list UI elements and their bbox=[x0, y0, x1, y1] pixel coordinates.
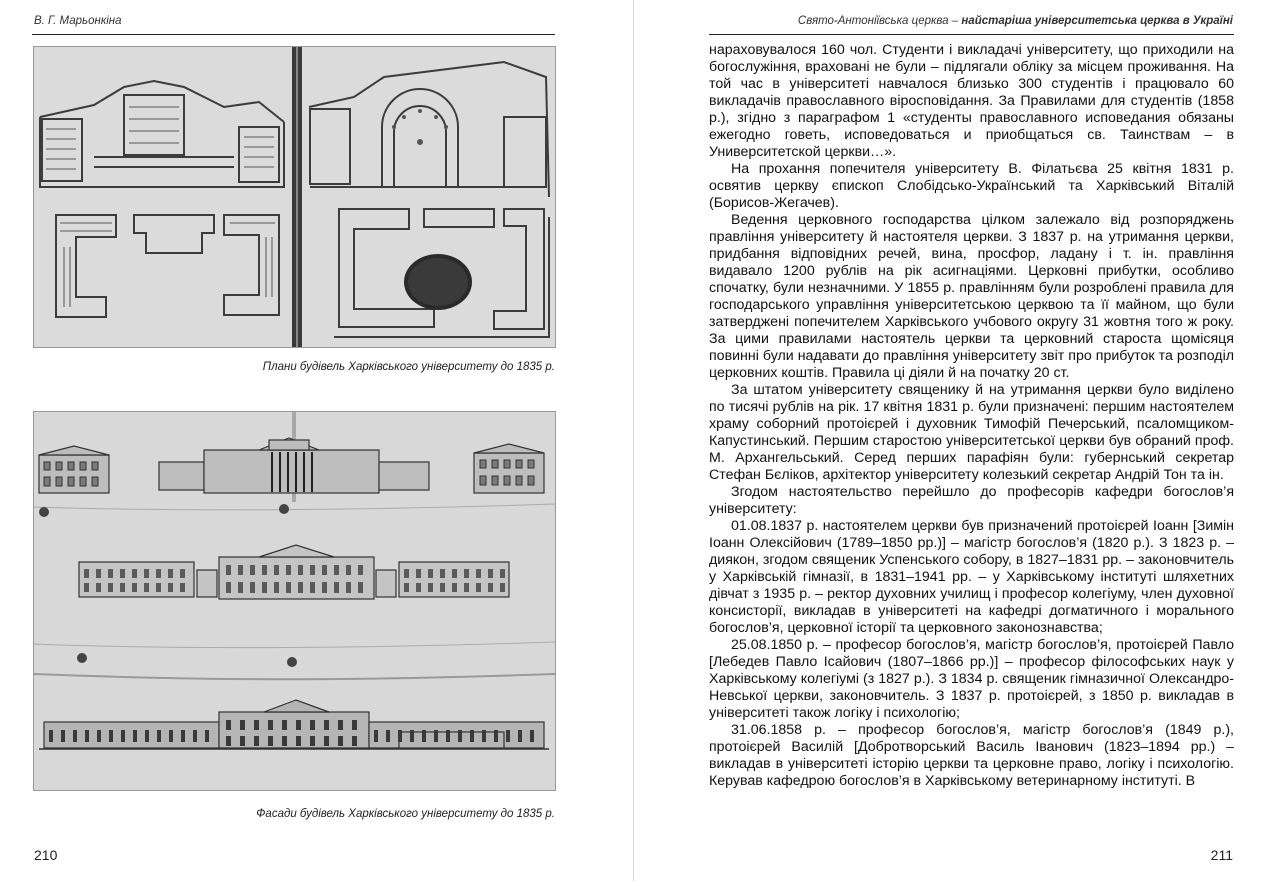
figure-facades bbox=[33, 411, 556, 791]
paragraph: 31.06.1858 р. – професор богослов’я, магістр богослов’я (1849 р.), протоієрей Василій [Добротворський Василь Іванович (1823–1894 рр.) – викладав в університеті історію церкви та церковне право, логіку і психологію. Керував кафедрою богослов’я в Харківському ветеринарному інституті. В bbox=[709, 722, 1234, 789]
right-running-head bbox=[798, 15, 1233, 27]
figure2-caption: Фасади будівель Харківського університету до 1835 р. bbox=[256, 808, 555, 820]
left-running-head: В. Г. Марьонкіна bbox=[34, 15, 122, 27]
facades-drawing bbox=[34, 412, 555, 790]
figure-floor-plans bbox=[33, 46, 556, 348]
running-head-plain: Свято-Антоніївська церква – bbox=[797, 15, 962, 27]
left-page bbox=[0, 0, 633, 881]
paragraph: 25.08.1850 р. – професор богослов’я, магістр богослов’я, протоієрей Павло [Лебедев Павло Ісайович (1807–1866 рр.)] – професор філософських наук у Харківському колегіумі (з 1827 р.). З 1834 р. священик гімназичної Олександро-Невської церкви, законовчитель. З 1837 р. протоієрей, з 1850 р. викладав в університеті також логіку і психологію; bbox=[709, 637, 1234, 721]
paragraph: Згодом настоятельство перейшло до професорів кафедри богослов’я університету: bbox=[709, 484, 1234, 517]
figure1-caption: Плани будівель Харківського університету до 1835 р. bbox=[262, 361, 555, 373]
left-page-number: 210 bbox=[34, 847, 58, 863]
paragraph: Ведення церковного господарства цілком залежало від розпоряджень правління університету й настоятеля церкви. З 1837 р. на утримання церкви, придбання відповідних речей, вина, просфор, ладану і т. ін. правління видавало 1200 рублів на рік асигнаціями. Церковні прибутки, особливо спочатку, були незначними. У 1855 р. правлінням були розроблені правила для господарського управління університетською церквою та її майном, що були затверджені попечителем Харківського учбового округу 31 жовтня того ж року. За цими правилами настоятель церкви та церковний староста щомісяця повинні були надавати до правління університету звіт про прибуток та розподіл церковних коштів. Правила ці діяли й на початку 20 ст. bbox=[709, 212, 1234, 381]
paragraph: На прохання попечителя університету В. Філатьєва 25 квітня 1831 р. освятив церкву єпископ Слобідсько-Український та Харківський Віталій (Борисов-Жегачев). bbox=[709, 161, 1234, 211]
running-head-bold: найстаріша університетська церква в Україні bbox=[961, 15, 1233, 27]
right-header-rule bbox=[709, 34, 1234, 35]
right-page bbox=[634, 0, 1267, 881]
floor-plans-drawing bbox=[34, 47, 555, 347]
paragraph: нараховувалося 160 чол. Студенти і викладачі університету, що приходили на богослужіння, враховані не були – підлягали обліку за місцем проживання. На той час в університеті навчалося близько 300 студентів і працювало 60 викладачів православного віросповідання. За Правилами для студентів (1858 р.), згідно з параграфом 1 «студенты православного исповедания обязаны ежегодно говеть, исповедоваться и приобщаться св. Таинствам – в Университетской церкви…». bbox=[709, 42, 1234, 160]
body-text bbox=[709, 42, 1234, 790]
right-page-number: 211 bbox=[1210, 847, 1233, 863]
paragraph: За штатом університету священику й на утримання церкви було виділено по тисячі рублів на рік. 17 квітня 1831 р. були призначені: першим настоятелем храму соборний протоієрей і духовник Тимофій Печерський, псаломщиком-Капустинський. Першим старостою університетської церкви був обраний проф. М. Архангельський. Серед перших парафіян були: губернський секретар Стефан Бєліков, архітектор університету колезький секретар Андрій Тон та ін. bbox=[709, 382, 1234, 483]
left-header-rule bbox=[32, 34, 555, 35]
paragraph: 01.08.1837 р. настоятелем церкви був призначений протоієрей Іоанн [Зимін Іоанн Олексійович (1789–1850 рр.)] – магістр богослов’я (1820 р.). З 1823 р. – диякон, згодом священик Успенського собору, в 1827–1831 рр. – законовчитель у Харківській гімназії, в 1831–1941 рр. – у Харківському інституті шляхетних дівчат з 1935 р. – ректор духовних училищ і професор колегіуму, член духовної консисторії, викладав в університеті на кафедрі догматичного і морального богослов’я, церковної історії та церковного законознавства; bbox=[709, 518, 1234, 636]
